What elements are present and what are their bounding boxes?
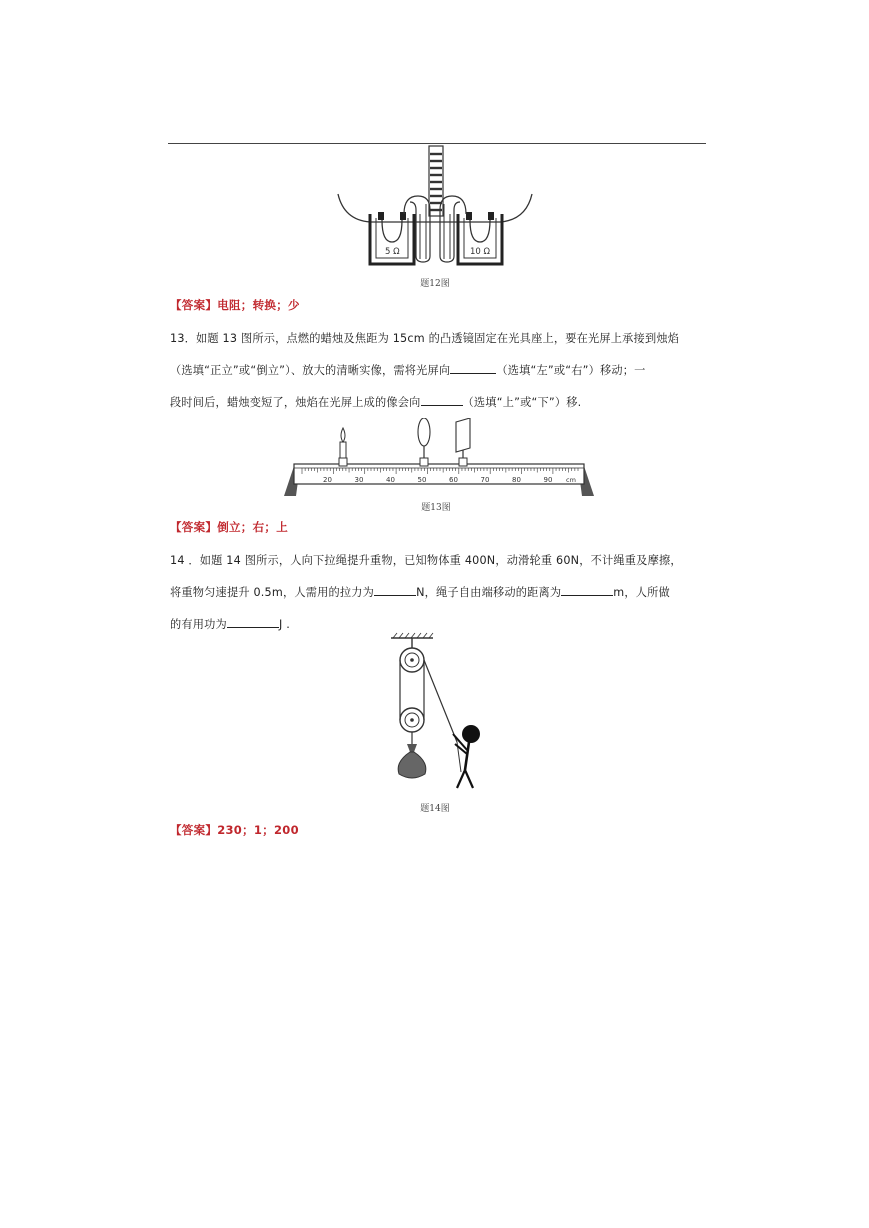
scale-tick-label: 70	[480, 476, 490, 484]
scale-tick-label: 90	[543, 476, 553, 484]
q13-blank-move	[421, 394, 463, 406]
resistor-5-label: 5 Ω	[385, 247, 400, 257]
q13-line-2-part-b: （选填“左”或“右”）移动；一	[496, 364, 646, 377]
answer-14: 【答案】230；1；200	[170, 823, 299, 837]
q14-line-3-part-b: J .	[278, 618, 290, 631]
scale-tick-label: 80	[512, 476, 521, 484]
scale-tick-label: 60	[449, 476, 458, 484]
answer-12: 【答案】电阻；转换；少	[170, 298, 300, 312]
figure-14-caption: 题14图	[420, 804, 450, 814]
q13-line-2	[170, 362, 646, 378]
q14-line-2-part-b: N，绳子自由端移动的距离为	[416, 586, 562, 599]
figure-12-caption: 题12图	[420, 279, 450, 289]
q13-blank-direction	[450, 362, 496, 374]
scale-tick-label: 20	[323, 476, 332, 484]
scale-tick-label: 40	[386, 476, 395, 484]
q13-line-2-part-a: （选填“正立”或“倒立”）、放大的清晰实像，需将光屏向	[170, 364, 451, 377]
answer-13: 【答案】倒立；右；上	[170, 520, 288, 534]
resistor-10-label: 10 Ω	[470, 247, 491, 257]
q14-line-2-part-c: m，人所做	[613, 586, 670, 599]
figure-12-diagram	[330, 144, 540, 272]
q14-blank-distance	[561, 584, 613, 596]
q13-line-3-part-a: 段时间后，蜡烛变短了，烛焰在光屏上成的像会向	[170, 396, 421, 409]
scale-tick-label: 50	[417, 476, 427, 484]
q14-blank-force	[374, 584, 416, 596]
scale-tick-label: 30	[354, 476, 364, 484]
scale-unit-label: cm	[566, 476, 576, 484]
q14-line-3-part-a: 的有用功为	[170, 618, 227, 631]
q13-line-3-part-b: （选填“上”或“下”）移.	[462, 396, 582, 409]
figure-14-pulley-system	[385, 632, 495, 800]
q14-line-2	[170, 584, 670, 600]
figure-13-optical-bench	[282, 418, 596, 500]
q14-line-3	[170, 616, 290, 632]
q13-line-1: 13．如题 13 图所示，点燃的蜡烛及焦距为 15cm 的凸透镜固定在光具座上，要在光屏上承接到烛焰	[170, 332, 680, 345]
q14-line-2-part-a: 将重物匀速提升 0.5m，人需用的拉力为	[170, 586, 375, 599]
figure-13-caption: 题13图	[421, 503, 451, 513]
q14-blank-work	[227, 616, 279, 628]
q14-line-1: 14 ．如题 14 图所示，人向下拉绳提升重物，已知物体重 400N，动滑轮重 60N，不计绳重及摩擦，	[170, 554, 682, 567]
q13-line-3	[170, 394, 581, 410]
